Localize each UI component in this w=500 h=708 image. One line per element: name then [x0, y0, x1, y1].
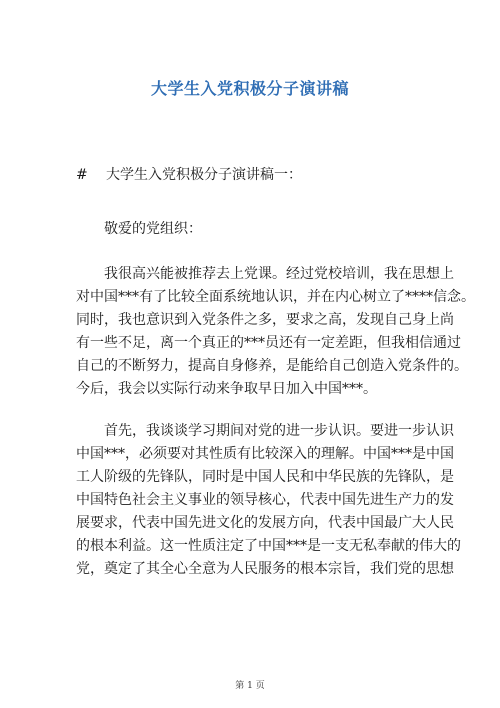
paragraph-line: 首先，我谈谈学习期间对党的进一步认识。要进一步认识: [104, 423, 454, 439]
paragraph-line: 有一些不足，离一个真正的***员还有一定差距，但我相信通过: [76, 335, 461, 351]
paragraph-1: [76, 263, 475, 401]
paragraph-line: 党，奠定了其全心全意为人民服务的根本宗旨，我们党的思想: [76, 561, 454, 577]
paragraph-line: 的根本利益。这一性质注定了中国***是一支无私奉献的伟大的: [76, 538, 461, 554]
paragraph-line: 展要求，代表中国先进文化的发展方向，代表中国最广大人民: [76, 515, 454, 531]
paragraph-2: [76, 420, 461, 581]
paragraph-line: 今后，我会以实际行动来争取早日加入中国***。: [76, 381, 377, 397]
paragraph-line: 中国特色社会主义事业的领导核心，代表中国先进生产力的发: [76, 492, 454, 508]
paragraph-line: 我很高兴能被推荐去上党课。经过党校培训，我在思想上: [104, 266, 454, 282]
paragraph-line: 对中国***有了比较全面系统地认识，并在内心树立了****信念。: [76, 289, 475, 305]
subheading-text: 大学生入党积极分子演讲稿一：: [106, 167, 302, 183]
paragraph-line: 中国***，必须要对其性质有比较深入的理解。中国***是中国: [76, 446, 454, 462]
subheading-marker: #: [76, 167, 88, 183]
paragraph-line: 工人阶级的先锋队，同时是中国人民和中华民族的先锋队，是: [76, 469, 454, 485]
salutation: 敬爱的党组织：: [104, 221, 202, 237]
document-title: 大学生入党积极分子演讲稿: [150, 79, 349, 98]
paragraph-line: 自己的不断努力，提高自身修养，是能给自己创造入党条件的。: [76, 358, 468, 374]
paragraph-line: 同时，我也意识到入党条件之多，要求之高，发现自己身上尚: [76, 312, 454, 328]
subheading: [76, 164, 302, 184]
page-number-footer: 第 1 页: [235, 681, 265, 691]
